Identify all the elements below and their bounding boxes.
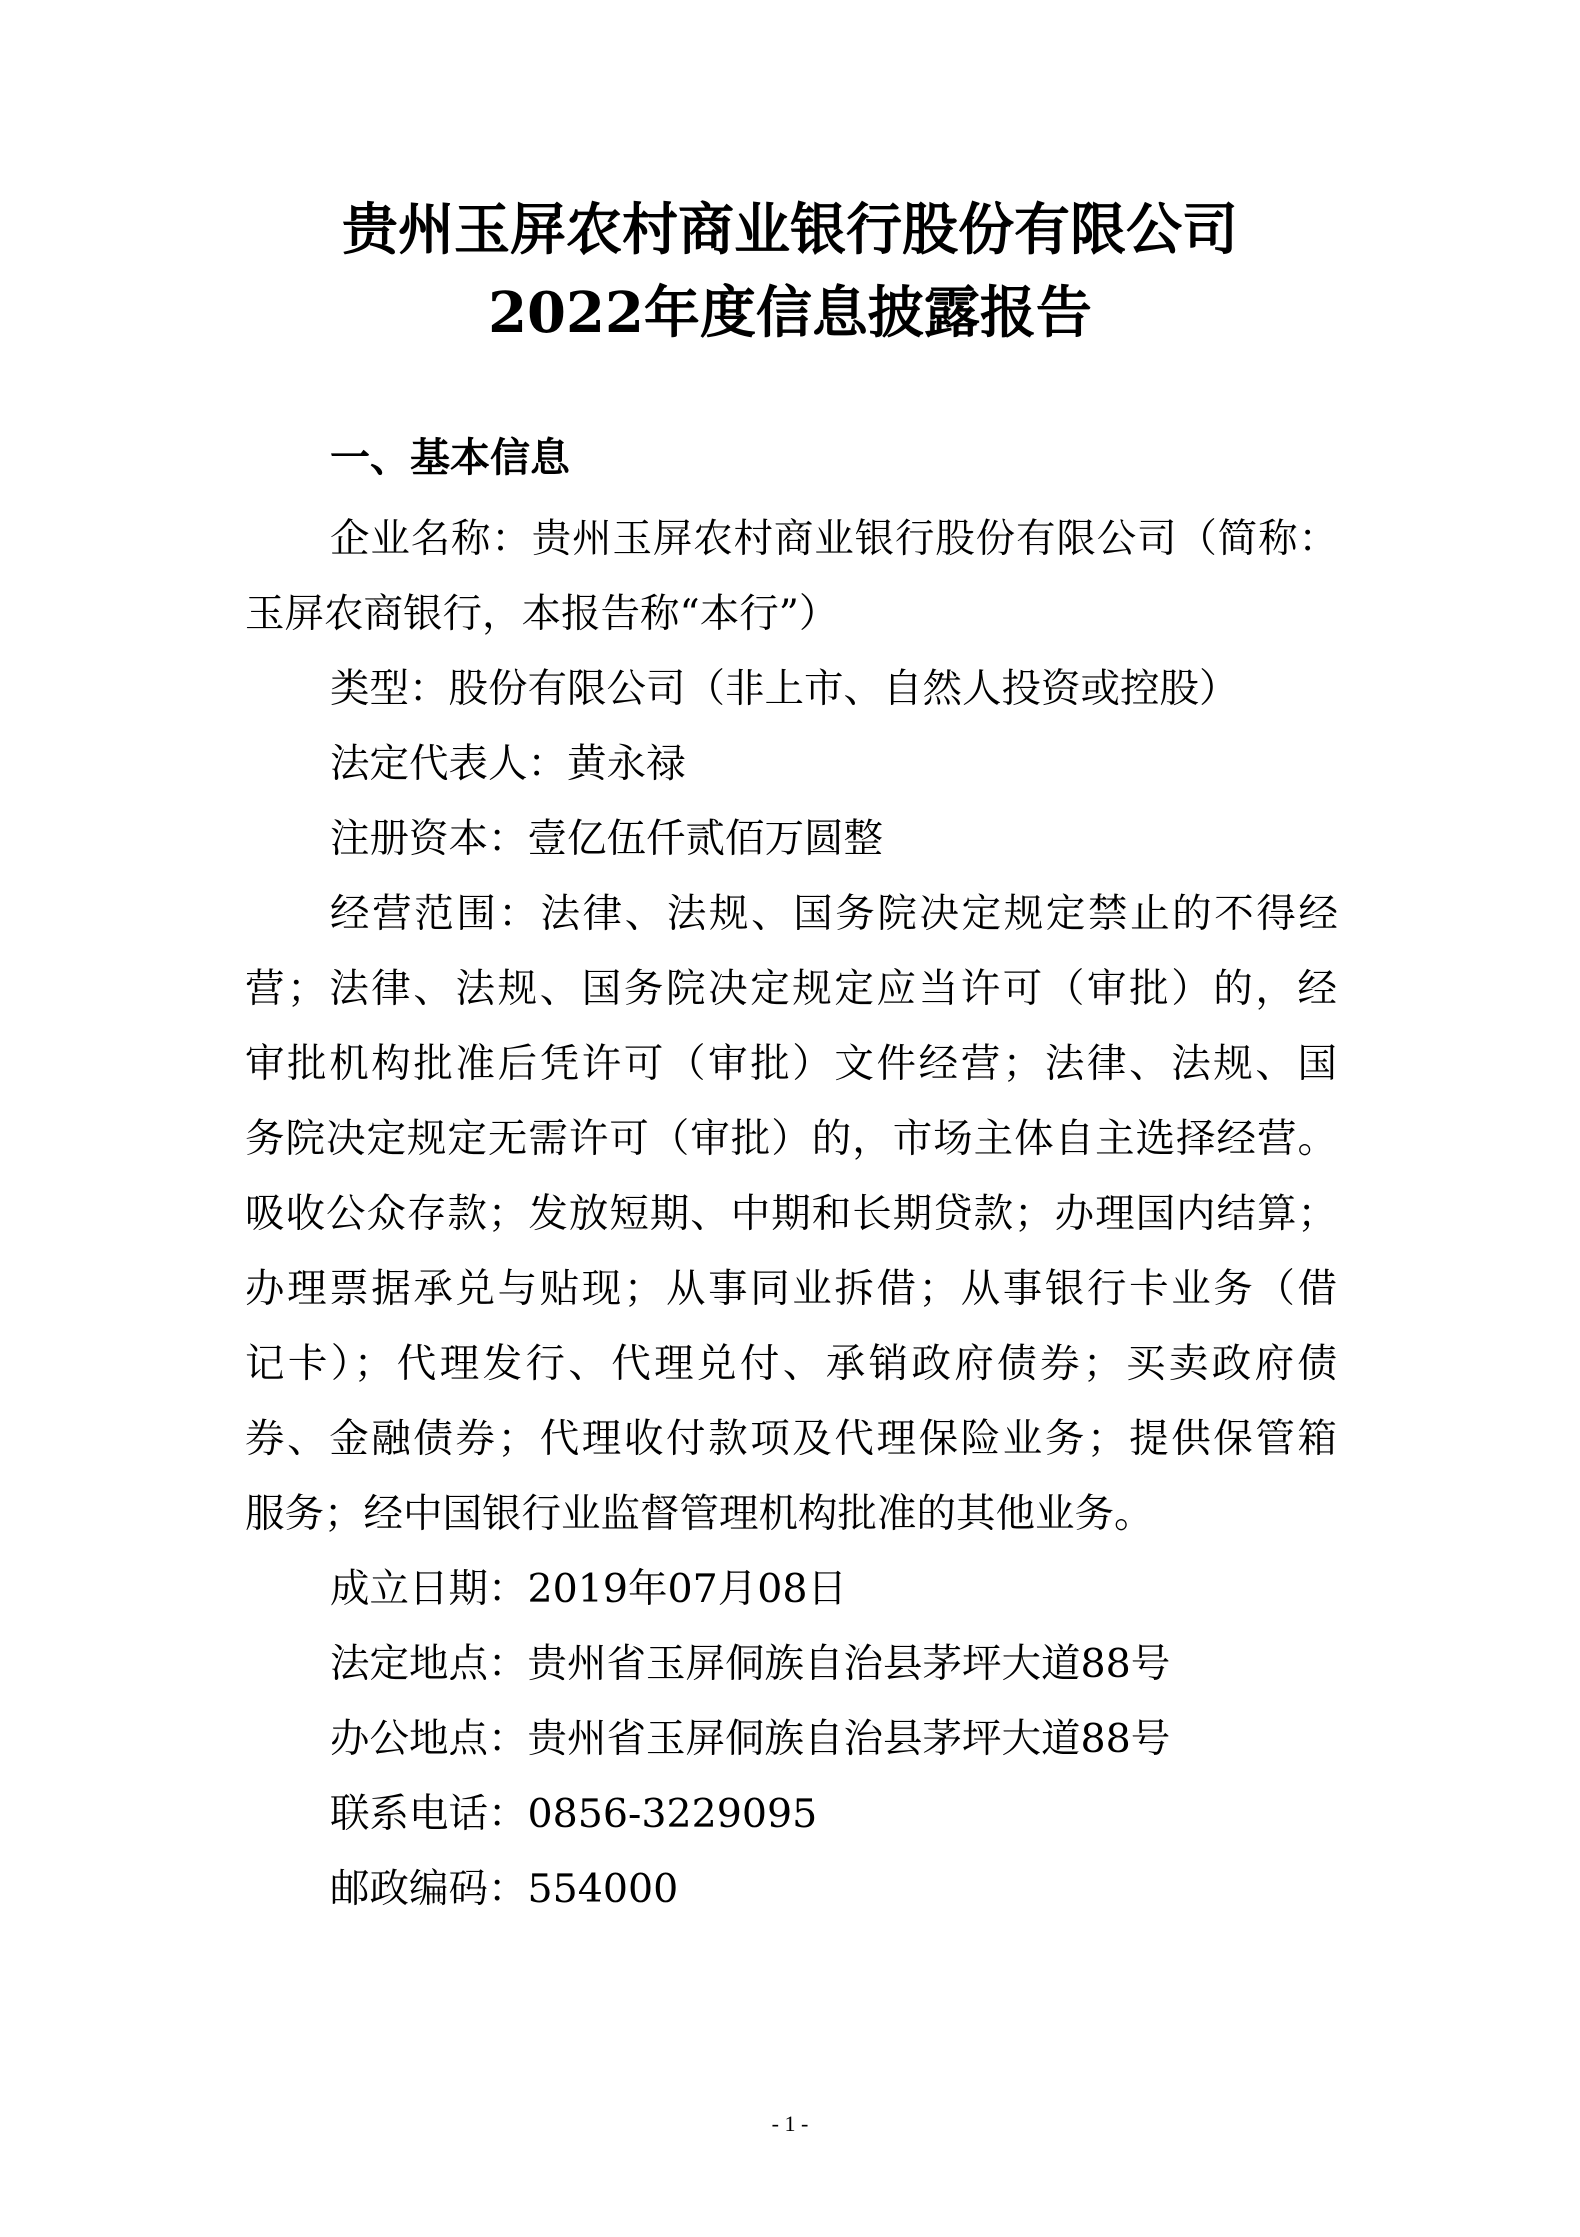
- page-number: - 1 -: [771, 2111, 809, 2136]
- company-name-line2: 玉屏农商银行，本报告称“本行”）: [245, 591, 839, 637]
- business-scope-line9: 服务；经中国银行业监督管理机构批准的其他业务。: [245, 1491, 1154, 1537]
- report-title-line1: 贵州玉屏农村商业银行股份有限公司: [342, 197, 1238, 263]
- business-scope-line5: 吸收公众存款；发放短期、中期和长期贷款；办理国内结算；: [245, 1191, 1337, 1237]
- business-scope-line2: 营；法律、法规、国务院决定规定应当许可（审批）的，经: [245, 966, 1337, 1012]
- postal-code: 邮政编码：554000: [330, 1866, 679, 1912]
- legal-representative: 法定代表人：黄永禄: [330, 741, 686, 787]
- company-type: 类型：股份有限公司（非上市、自然人投资或控股）: [330, 666, 1239, 712]
- report-title-line2: 2022年度信息披露报告: [488, 280, 1092, 346]
- contact-phone: 联系电话：0856-3229095: [330, 1791, 818, 1837]
- registered-capital: 注册资本：壹亿伍仟贰佰万圆整: [330, 816, 883, 862]
- company-name-line1: 企业名称：贵州玉屏农村商业银行股份有限公司（简称：: [330, 516, 1338, 562]
- business-scope-line6: 办理票据承兑与贴现；从事同业拆借；从事银行卡业务（借: [245, 1266, 1337, 1312]
- business-scope-line4: 务院决定规定无需许可（审批）的，市场主体自主选择经营。: [245, 1116, 1337, 1162]
- legal-address: 法定地点：贵州省玉屏侗族自治县茅坪大道88号: [330, 1641, 1171, 1687]
- business-scope-line1: 经营范围：法律、法规、国务院决定规定禁止的不得经: [330, 891, 1338, 937]
- business-scope-line3: 审批机构批准后凭许可（审批）文件经营；法律、法规、国: [245, 1041, 1337, 1087]
- business-scope-line8: 券、金融债券；代理收付款项及代理保险业务；提供保管箱: [245, 1416, 1337, 1462]
- section-heading-basic-info: 一、基本信息: [330, 435, 570, 481]
- establishment-date: 成立日期：2019年07月08日: [330, 1566, 848, 1612]
- business-scope-line7: 记卡）；代理发行、代理兑付、承销政府债券；买卖政府债: [245, 1341, 1337, 1387]
- office-address: 办公地点：贵州省玉屏侗族自治县茅坪大道88号: [330, 1716, 1171, 1762]
